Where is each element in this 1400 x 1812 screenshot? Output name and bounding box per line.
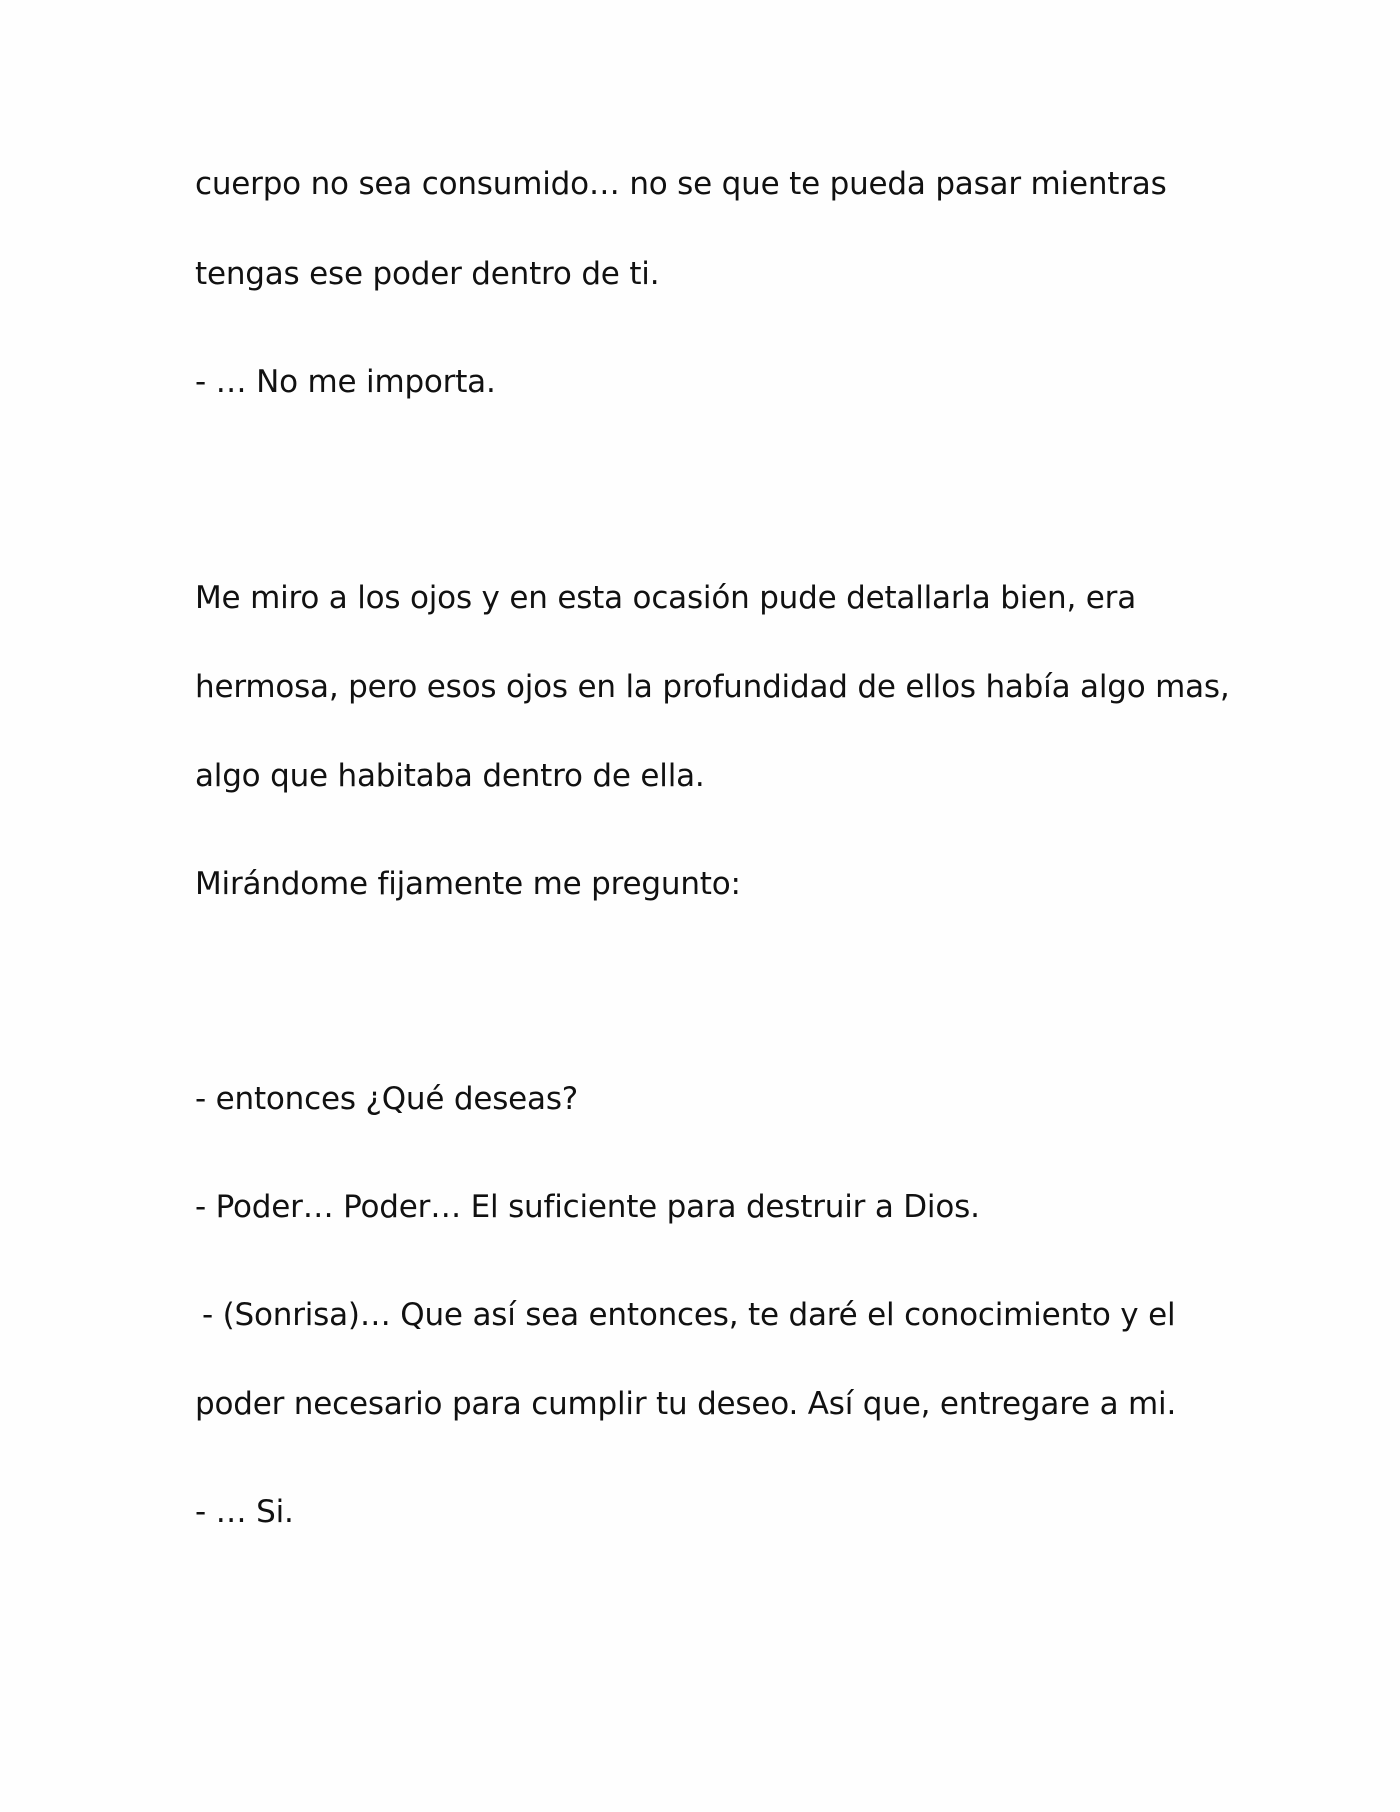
- dialogue-line: - entonces ¿Qué deseas?: [195, 1081, 579, 1117]
- text-line: cuerpo no sea consumido… no se que te pueda pasar mientras: [195, 166, 1167, 202]
- text-line: poder necesario para cumplir tu deseo. Así que, entregare a mi.: [195, 1386, 1177, 1422]
- text-line: hermosa, pero esos ojos en la profundidad de ellos había algo mas,: [195, 669, 1230, 705]
- dialogue-line: - Poder… Poder… El suficiente para destruir a Dios.: [195, 1189, 980, 1225]
- dialogue-line: - … No me importa.: [195, 364, 496, 400]
- text-line: Me miro a los ojos y en esta ocasión pude detallarla bien, era: [195, 580, 1136, 616]
- dialogue-line: - (Sonrisa)… Que así sea entonces, te daré el conocimiento y el: [202, 1297, 1176, 1333]
- text-line: algo que habitaba dentro de ella.: [195, 758, 705, 794]
- text-line: tengas ese poder dentro de ti.: [195, 256, 660, 292]
- dialogue-line: - … Si.: [195, 1494, 294, 1530]
- text-line: Mirándome fijamente me pregunto:: [195, 866, 741, 902]
